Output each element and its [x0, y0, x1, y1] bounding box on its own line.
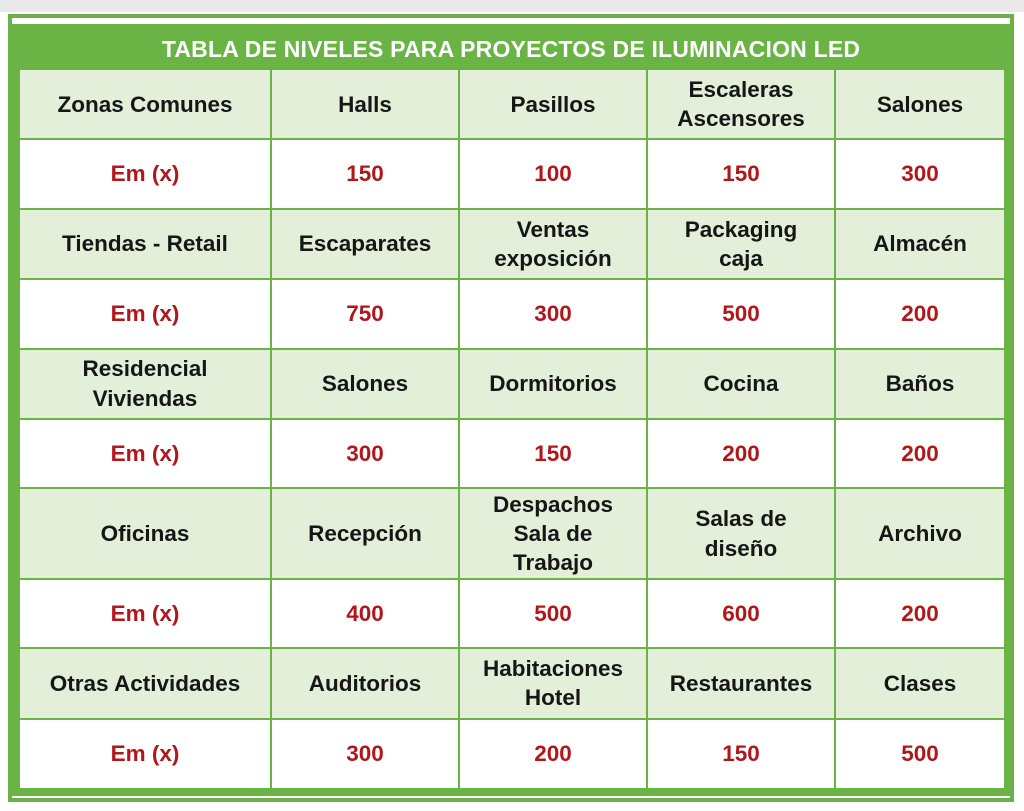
em-label-cell: Em (x)	[19, 419, 271, 488]
lux-value-cell: 200	[835, 279, 1005, 348]
area-label-cell: Escaparates	[271, 209, 459, 279]
area-label-cell: Halls	[271, 69, 459, 139]
category-label-cell: Oficinas	[19, 488, 271, 579]
lux-value-cell: 500	[459, 579, 647, 648]
lux-value-cell: 300	[271, 719, 459, 789]
area-label-cell: Dormitorios	[459, 349, 647, 419]
area-label-cell: Despachos Sala de Trabajo	[459, 488, 647, 579]
area-label-cell: Clases	[835, 648, 1005, 718]
illumination-levels-table	[18, 68, 1006, 790]
lux-value-cell: 500	[835, 719, 1005, 789]
em-label-cell: Em (x)	[19, 139, 271, 208]
category-label-cell: Otras Actividades	[19, 648, 271, 718]
lux-value-row	[19, 279, 1005, 348]
illumination-levels-table-container	[12, 24, 1010, 796]
area-label-cell: Salas de diseño	[647, 488, 835, 579]
lux-value-cell: 400	[271, 579, 459, 648]
area-label-cell: Pasillos	[459, 69, 647, 139]
category-header-row	[19, 209, 1005, 279]
lux-value-cell: 750	[271, 279, 459, 348]
area-label-cell: Archivo	[835, 488, 1005, 579]
table-body	[19, 69, 1005, 789]
area-label-cell: Recepción	[271, 488, 459, 579]
area-label-cell: Cocina	[647, 349, 835, 419]
em-label-cell: Em (x)	[19, 279, 271, 348]
category-label-cell: Tiendas - Retail	[19, 209, 271, 279]
area-label-cell: Restaurantes	[647, 648, 835, 718]
category-header-row	[19, 648, 1005, 718]
table-title: TABLA DE NIVELES PARA PROYECTOS DE ILUMINACION LED	[18, 30, 1004, 68]
lux-value-row	[19, 139, 1005, 208]
area-label-cell: Escaleras Ascensores	[647, 69, 835, 139]
category-label-cell: Residencial Viviendas	[19, 349, 271, 419]
area-label-cell: Baños	[835, 349, 1005, 419]
lux-value-cell: 150	[647, 719, 835, 789]
area-label-cell: Salones	[271, 349, 459, 419]
em-label-cell: Em (x)	[19, 719, 271, 789]
em-label-cell: Em (x)	[19, 579, 271, 648]
lux-value-cell: 300	[835, 139, 1005, 208]
lux-value-row	[19, 579, 1005, 648]
lux-value-cell: 300	[271, 419, 459, 488]
lux-value-cell: 200	[459, 719, 647, 789]
lux-value-cell: 600	[647, 579, 835, 648]
area-label-cell: Almacén	[835, 209, 1005, 279]
lux-value-cell: 300	[459, 279, 647, 348]
lux-value-cell: 200	[835, 419, 1005, 488]
lux-value-cell: 500	[647, 279, 835, 348]
lux-value-cell: 150	[459, 419, 647, 488]
area-label-cell: Auditorios	[271, 648, 459, 718]
lux-value-cell: 200	[647, 419, 835, 488]
lux-value-row	[19, 419, 1005, 488]
category-label-cell: Zonas Comunes	[19, 69, 271, 139]
lux-value-cell: 150	[647, 139, 835, 208]
lux-value-row	[19, 719, 1005, 789]
lux-value-cell: 200	[835, 579, 1005, 648]
area-label-cell: Packaging caja	[647, 209, 835, 279]
category-header-row	[19, 69, 1005, 139]
area-label-cell: Ventas exposición	[459, 209, 647, 279]
area-label-cell: Habitaciones Hotel	[459, 648, 647, 718]
category-header-row	[19, 349, 1005, 419]
lux-value-cell: 100	[459, 139, 647, 208]
top-strip	[0, 0, 1024, 12]
lux-value-cell: 150	[271, 139, 459, 208]
area-label-cell: Salones	[835, 69, 1005, 139]
category-header-row	[19, 488, 1005, 579]
